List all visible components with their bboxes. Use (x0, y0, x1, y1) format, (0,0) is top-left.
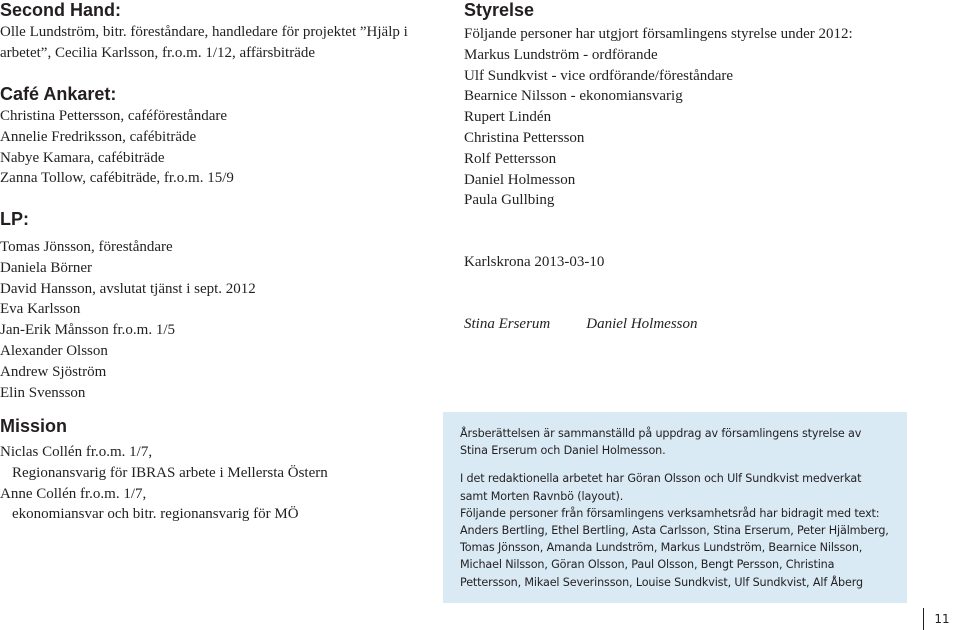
credits-paragraph-editorial: I det redaktionella arbetet har Göran Olsson och Ulf Sundkvist medverkat samt Morten Ravnbö (layout). (460, 472, 862, 503)
lp-staff-line: David Hansson, avslutat tjänst i sept. 2012 (0, 280, 256, 297)
lp-staff-line: Andrew Sjöström (0, 363, 107, 380)
board-member: Ulf Sundkvist - vice ordförande/föreståndare (464, 67, 734, 84)
board-member: Bearnice Nilsson - ekonomiansvarig (464, 88, 683, 105)
mission-staff-line: Niclas Collén fr.o.m. 1/7, (0, 444, 153, 460)
board-member: Rolf Pettersson (464, 150, 557, 167)
section-mission (0, 416, 432, 525)
styrelse-heading: Styrelse (464, 0, 535, 20)
cafe-staff-line: Christina Pettersson, caféföreståndare (0, 108, 227, 124)
credits-paragraph-compiled-by: Årsberättelsen är sammanställd på uppdrag av församlingens styrelse av Stina Erserum och Daniel Holmesson. (460, 427, 862, 458)
section-second-hand (0, 0, 432, 64)
cafe-staff-line: Nabye Kamara, cafébiträde (0, 149, 165, 166)
signature-stina-erserum: Stina Erserum (464, 316, 551, 332)
place-and-date (464, 252, 934, 273)
board-member: Daniel Holmesson (464, 171, 576, 188)
lp-staff-line: Eva Karlsson (0, 301, 81, 318)
place-date-text: Karlskrona 2013-03-10 (464, 254, 605, 270)
cafe-staff-line: Zanna Tollow, cafébiträde, fr.o.m. 15/9 (0, 170, 234, 187)
section-lp (0, 209, 432, 403)
mission-heading: Mission (0, 416, 68, 436)
mission-role-line: ekonomiansvar och bitr. regionansvarig för MÖ (12, 506, 299, 523)
lp-staff-line: Alexander Olsson (0, 342, 108, 359)
signatures (464, 314, 934, 335)
section-cafe-ankaret (0, 84, 432, 189)
lp-staff-line: Elin Svensson (0, 384, 86, 401)
mission-staff-line: Anne Collén fr.o.m. 1/7, (0, 485, 147, 502)
signature-daniel-holmesson: Daniel Holmesson (586, 316, 698, 332)
lp-staff-line: Daniela Börner (0, 259, 93, 276)
board-member: Christina Pettersson (464, 129, 585, 146)
second-hand-heading: Second Hand: (0, 0, 122, 20)
board-member: Paula Gullbing (464, 192, 555, 209)
page-number: 11 (923, 608, 960, 630)
cafe-staff-line: Annelie Fredriksson, cafébiträde (0, 128, 197, 145)
lp-staff-line: Tomas Jönsson, föreståndare (0, 239, 173, 255)
mission-role-line: Regionansvarig för IBRAS arbete i Mellersta Östern (12, 464, 328, 481)
lp-heading: LP: (0, 209, 29, 229)
section-styrelse (464, 0, 934, 211)
second-hand-text: Olle Lundström, bitr. föreståndare, handledare för projektet ”Hjälp i arbetet”, Cecilia Karlsson, fr.o.m. 1/12, affärsbiträde (0, 24, 408, 61)
credits-box (443, 412, 907, 603)
credits-paragraph-contributors: Följande personer från församlingens verksamhetsråd har bidragit med text: Anders Bertling, Ethel Bertling, Asta Carlsson, Stina Erserum, Peter Hjälmberg, Tomas Jönsson, Amanda Lundström, Markus Lundström, Bearnice Nilsson, Michael Nilsson, Göran Olsson, Paul Olsson, Bengt Persson, Christina Pettersson, Mikael Severinsson, Louise Sundkvist, Ulf Sundkvist, Alf Åberg (460, 506, 889, 589)
board-member: Markus Lundström - ordförande (464, 46, 658, 63)
board-member: Rupert Lindén (464, 109, 552, 126)
styrelse-intro: Följande personer har utgjort församlingens styrelse under 2012: (464, 26, 853, 42)
cafe-heading: Café Ankaret: (0, 84, 117, 104)
lp-staff-line: Jan-Erik Månsson fr.o.m. 1/5 (0, 322, 175, 339)
